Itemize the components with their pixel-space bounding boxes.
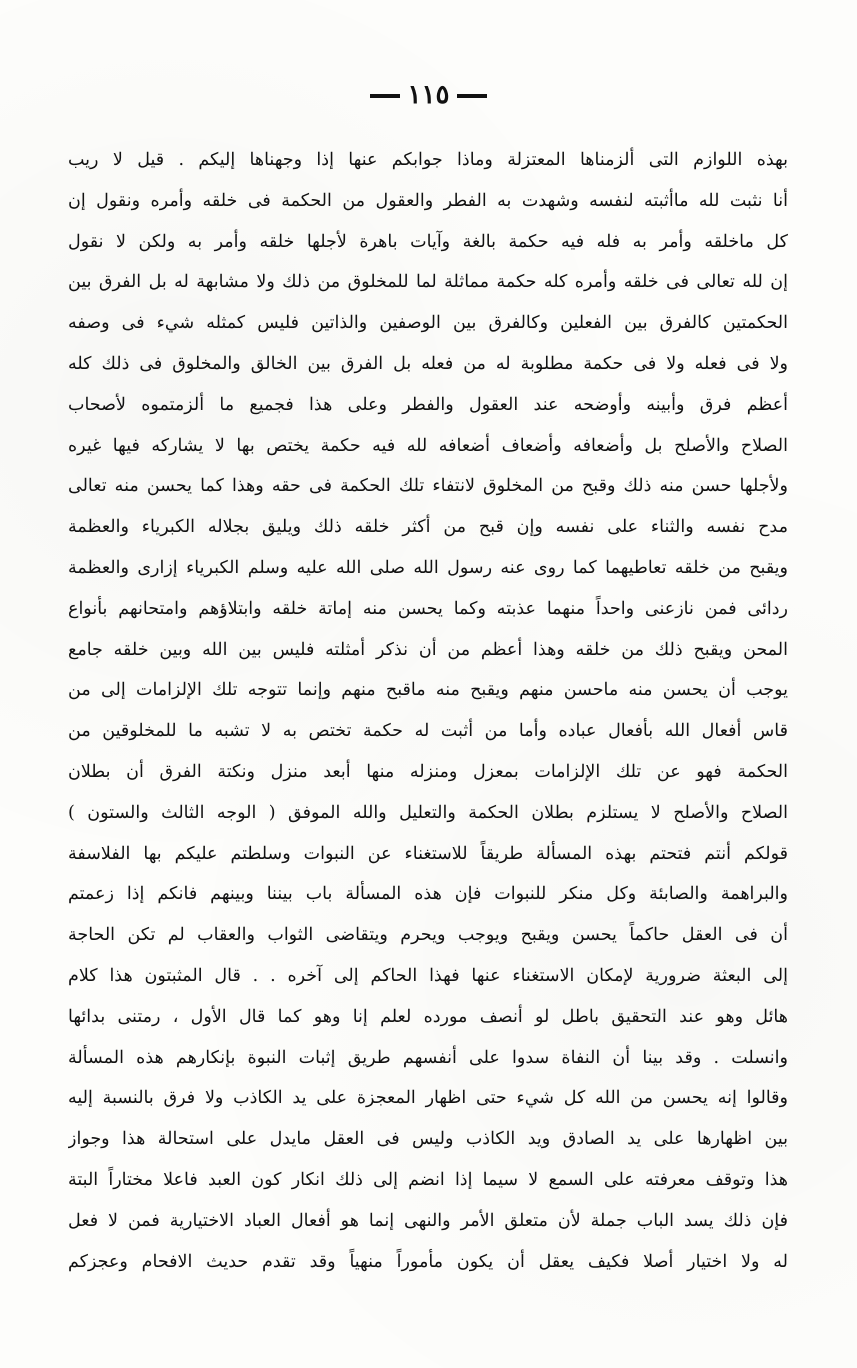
text-line-1: بهذه اللوازم التى ألزمناها المعتزلة وماذا جوابكم عنها إذا وجهناها إليكم . قيل لا ريب [68,150,788,170]
text-line-26: هذا وتوقف معرفته على السمع لا سيما إذا انضم إلى ذلك انكار كون العبد فاعلا مختاراً البتة [68,1169,788,1190]
text-line-25: بين اظهارها على يد الصادق ويد الكاذب وليس فى العقل مايدل على استحالة هذا وجواز [68,1129,788,1150]
text-line-23: وانسلت . وقد بينا أن النفاة سدوا على أنفسهم طريق إثبات النبوة بإنكارهم هذه المسألة [68,1047,788,1068]
page-number-dash-left [370,94,400,98]
text-line-12: ردائى فمن نازعنى واحداً منهما عذبته وكما يحسن منه إماتة خلقه وابتلاؤهم وامتحانهم بأنواع [68,598,788,619]
text-line-8: الصلاح والأصلح بل وأضعافه وأضعاف أضعافه لله فيه حكمة يختص بها لا يشاركه فيها غيره [68,435,788,456]
text-line-15: قاس أفعال الله بأفعال عباده وأما من أثبت له حكمة تختص به لا تشبه ما للمخلوقين من [68,721,788,742]
text-line-22: هائل وهو عند التحقيق باطل لو أنصف مورده لعلم إنا وهو كما قال الأول ، رمتنى بدائها [68,1006,788,1027]
text-line-17: الصلاح والأصلح لا يستلزم بطلان الحكمة والتعليل والله الموفق ( الوجه الثالث والستون ) [68,802,788,823]
page-number-dash-right [457,94,487,98]
text-line-11: ويقبح من خلقه تعاطيهما كما روى عنه رسول الله صلى الله عليه وسلم الكبرياء إزارى والعظمة [68,557,788,578]
text-line-21: إلى البعثة ضرورية لإمكان الاستغناء عنها فهذا الحاكم إلى آخره . . قال المثبتون هذا كلام [68,965,788,986]
text-line-5: الحكمتين كالفرق بين الفعلين وكالفرق بين الوصفين والذاتين فليس كمثله شيء فى وصفه [68,313,788,334]
text-line-7: أعظم فرق وأبينه وأوضحه عند العقول والفطر وعلى هذا فجميع ما ألزمتموه لأصحاب [68,394,788,415]
text-line-24: وقالوا إنه يحسن من الله كل شيء حتى اظهار المعجزة على يد الكاذب ولا فرق بالنسبة إليه [68,1088,788,1109]
text-line-20: أن فى العقل حاكماً يحسن ويقبح ويوجب ويحرم ويتقاضى الثواب والعقاب لم تكن الحاجة [68,925,788,946]
page-number [0,80,857,110]
text-line-27: فإن ذلك يسد الباب جملة لأن متعلق الأمر والنهى إنما هو أفعال العباد الاختيارية فمن لا فعل [68,1210,788,1231]
text-line-10: مدح نفسه والثناء على نفسه وإن قبح من أكثر خلقه ذلك ويليق بجلاله الكبرياء والعظمة [68,517,788,538]
page-number-text: ١١٥ [407,80,450,110]
text-line-19: والبراهمة والصابئة وكل منكر للنبوات فإن هذه المسألة باب بيننا وبينهم فانكم إذا زعمتم [68,884,788,905]
text-line-9: ولأجلها حسن منه ذلك وقبح من المخلوق لانتفاء تلك الحكمة فى حقه وهذا كما يحسن منه تعالى [68,476,788,497]
text-line-6: ولا فى فعله ولا فى حكمة مطلوبة له من فعله بل الفرق بين الخالق والمخلوق فى ذلك كله [68,353,788,374]
body-text [68,140,788,1282]
text-line-4: إن لله تعالى فى خلقه وأمره كله حكمة مماثلة لما للمخلوق من ذلك ولا مشابهة له بل الفرق بين [68,272,788,293]
text-line-14: يوجب أن يحسن منه ماحسن منهم ويقبح منه ماقبح منهم وإنما تتوجه تلك الإلزامات إلى من [68,680,788,701]
text-line-16: الحكمة فهو عن تلك الإلزامات بمعزل ومنزله منها أبعد منزل ونكتة الفرق أن بطلان [68,761,788,782]
text-line-18: قولكم أنتم فتحتم بهذه المسألة طريقاً للاستغناء عن النبوات وسلطتم عليكم بها الفلاسفة [68,843,788,864]
text-line-28: له ولا اختيار أصلا فكيف يعقل أن يكون مأموراً منهياً وقد تقدم حديث الافحام وعجزكم [68,1251,788,1272]
text-line-2: أنا نثبت لله ماأثبته لنفسه وشهدت به الفطر والعقول من الحكمة فى خلقه وأمره ونقول إن [68,190,788,211]
text-line-13: المحن ويقبح ذلك من خلقه وهذا أعظم من أن نذكر أمثلته فليس بين الله وبين خلقه جامع [68,639,788,660]
text-line-3: كل ماخلقه وأمر به فله فيه حكمة بالغة وآيات باهرة لأجلها خلقه وأمر به ولكن لا نقول [68,231,788,252]
